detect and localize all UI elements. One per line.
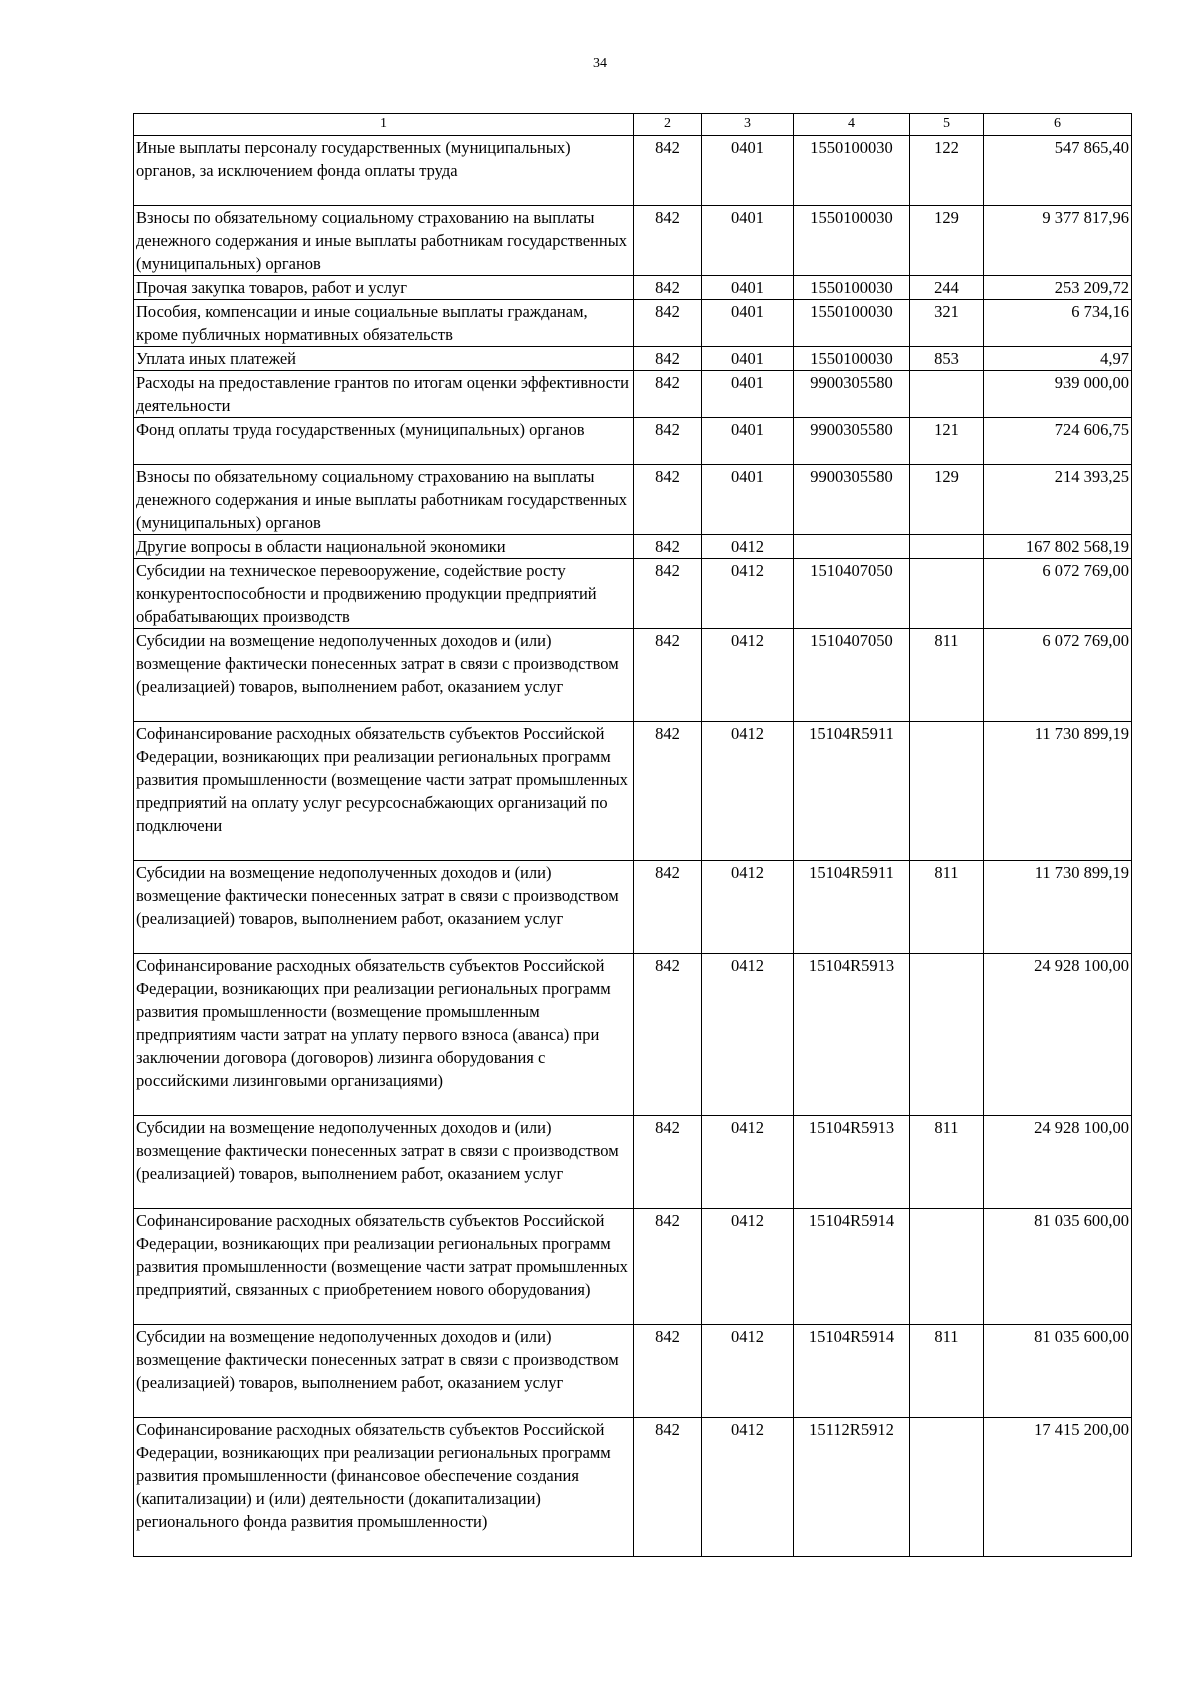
row-amount: 724 606,75: [984, 418, 1132, 465]
row-code-2: 842: [634, 629, 702, 722]
row-code-2: 842: [634, 371, 702, 418]
row-code-5: 244: [910, 276, 984, 300]
row-code-2: 842: [634, 559, 702, 629]
row-name: Расходы на предоставление грантов по итогам оценки эффективности деятельности: [134, 371, 634, 418]
row-code-5: [910, 954, 984, 1116]
row-code-5: 853: [910, 347, 984, 371]
header-row: [134, 114, 1132, 136]
row-code-5: 122: [910, 136, 984, 206]
row-amount: 81 035 600,00: [984, 1209, 1132, 1325]
row-code-2: 842: [634, 418, 702, 465]
row-code-2: 842: [634, 206, 702, 276]
row-code-4: 1550100030: [794, 347, 910, 371]
row-code-3: 0401: [702, 465, 794, 535]
row-code-5: [910, 535, 984, 559]
table-row: [134, 1418, 1132, 1557]
row-code-4: 1510407050: [794, 629, 910, 722]
row-code-5: [910, 1418, 984, 1557]
row-name: Софинансирование расходных обязательств субъектов Российской Федерации, возникающих при реализации региональных программ развития промышленности (возмещение промышленным предприятиям части затрат на уплату первого взноса (аванса) при заключении договора (договоров) лизинга оборудования с российскими лизинговыми организациями): [134, 954, 634, 1116]
table-row: [134, 300, 1132, 347]
row-code-3: 0412: [702, 1325, 794, 1418]
table-row: [134, 722, 1132, 861]
column-header: 2: [634, 114, 702, 136]
budget-table: [133, 113, 1132, 1557]
row-code-2: 842: [634, 276, 702, 300]
column-header: 3: [702, 114, 794, 136]
row-amount: 81 035 600,00: [984, 1325, 1132, 1418]
row-code-3: 0412: [702, 535, 794, 559]
row-code-4: 1550100030: [794, 206, 910, 276]
row-code-3: 0412: [702, 1116, 794, 1209]
row-code-3: 0412: [702, 861, 794, 954]
table-row: [134, 206, 1132, 276]
row-code-5: 811: [910, 629, 984, 722]
row-name: Субсидии на возмещение недополученных доходов и (или) возмещение фактически понесенных затрат в связи с производством (реализацией) товаров, выполнением работ, оказанием услуг: [134, 861, 634, 954]
row-amount: 939 000,00: [984, 371, 1132, 418]
row-name: Другие вопросы в области национальной экономики: [134, 535, 634, 559]
row-amount: 6 734,16: [984, 300, 1132, 347]
column-header: 4: [794, 114, 910, 136]
row-code-4: 1550100030: [794, 136, 910, 206]
table-row: [134, 954, 1132, 1116]
row-name: Софинансирование расходных обязательств субъектов Российской Федерации, возникающих при реализации региональных программ развития промышленности (возмещение части затрат промышленных предприятий, связанных с приобретением нового оборудования): [134, 1209, 634, 1325]
row-code-3: 0401: [702, 347, 794, 371]
row-name: Субсидии на возмещение недополученных доходов и (или) возмещение фактически понесенных затрат в связи с производством (реализацией) товаров, выполнением работ, оказанием услуг: [134, 629, 634, 722]
row-name: Софинансирование расходных обязательств субъектов Российской Федерации, возникающих при реализации региональных программ развития промышленности (возмещение части затрат промышленных предприятий на оплату услуг ресурсоснабжающих организаций по подключени: [134, 722, 634, 861]
row-code-5: 129: [910, 206, 984, 276]
row-code-5: 121: [910, 418, 984, 465]
row-code-4: 9900305580: [794, 418, 910, 465]
row-name: Уплата иных платежей: [134, 347, 634, 371]
row-code-3: 0412: [702, 559, 794, 629]
row-amount: 11 730 899,19: [984, 861, 1132, 954]
column-header: 6: [984, 114, 1132, 136]
table-row: [134, 1325, 1132, 1418]
table-row: [134, 1116, 1132, 1209]
row-name: Софинансирование расходных обязательств субъектов Российской Федерации, возникающих при реализации региональных программ развития промышленности (финансовое обеспечение создания (капитализации) и (или) деятельности (докапитализации) регионального фонда развития промышленности): [134, 1418, 634, 1557]
row-name: Субсидии на техническое перевооружение, содействие росту конкурентоспособности и продвижению продукции предприятий обрабатывающих производств: [134, 559, 634, 629]
row-amount: 17 415 200,00: [984, 1418, 1132, 1557]
row-name: Пособия, компенсации и иные социальные выплаты гражданам, кроме публичных нормативных обязательств: [134, 300, 634, 347]
row-code-3: 0401: [702, 276, 794, 300]
table-row: [134, 347, 1132, 371]
row-code-5: [910, 559, 984, 629]
row-code-2: 842: [634, 535, 702, 559]
row-amount: 6 072 769,00: [984, 559, 1132, 629]
row-code-2: 842: [634, 1116, 702, 1209]
table-row: [134, 465, 1132, 535]
table-row: [134, 629, 1132, 722]
row-code-2: 842: [634, 1325, 702, 1418]
row-amount: 11 730 899,19: [984, 722, 1132, 861]
row-code-3: 0401: [702, 418, 794, 465]
row-code-4: 15104R5911: [794, 861, 910, 954]
table-row: [134, 559, 1132, 629]
row-name: Фонд оплаты труда государственных (муниципальных) органов: [134, 418, 634, 465]
row-amount: 214 393,25: [984, 465, 1132, 535]
row-code-5: 811: [910, 1325, 984, 1418]
row-code-3: 0412: [702, 1418, 794, 1557]
row-code-3: 0412: [702, 954, 794, 1116]
row-code-4: 1510407050: [794, 559, 910, 629]
row-name: Иные выплаты персоналу государственных (муниципальных) органов, за исключением фонда оплаты труда: [134, 136, 634, 206]
row-code-3: 0412: [702, 1209, 794, 1325]
row-code-2: 842: [634, 136, 702, 206]
row-name: Взносы по обязательному социальному страхованию на выплаты денежного содержания и иные выплаты работникам государственных (муниципальных) органов: [134, 465, 634, 535]
row-code-2: 842: [634, 300, 702, 347]
row-code-4: [794, 535, 910, 559]
row-name: Взносы по обязательному социальному страхованию на выплаты денежного содержания и иные выплаты работникам государственных (муниципальных) органов: [134, 206, 634, 276]
row-code-4: 9900305580: [794, 465, 910, 535]
row-code-5: 129: [910, 465, 984, 535]
row-code-2: 842: [634, 465, 702, 535]
row-name: Субсидии на возмещение недополученных доходов и (или) возмещение фактически понесенных затрат в связи с производством (реализацией) товаров, выполнением работ, оказанием услуг: [134, 1116, 634, 1209]
row-code-4: 9900305580: [794, 371, 910, 418]
row-code-2: 842: [634, 347, 702, 371]
row-code-4: 1550100030: [794, 276, 910, 300]
row-code-5: [910, 722, 984, 861]
row-code-2: 842: [634, 954, 702, 1116]
row-amount: 24 928 100,00: [984, 954, 1132, 1116]
column-header: 1: [134, 114, 634, 136]
row-code-4: 1550100030: [794, 300, 910, 347]
row-code-3: 0401: [702, 206, 794, 276]
row-amount: 24 928 100,00: [984, 1116, 1132, 1209]
row-code-4: 15104R5913: [794, 954, 910, 1116]
row-code-2: 842: [634, 1418, 702, 1557]
row-code-2: 842: [634, 1209, 702, 1325]
table-row: [134, 276, 1132, 300]
table-row: [134, 535, 1132, 559]
row-code-2: 842: [634, 861, 702, 954]
row-code-3: 0401: [702, 300, 794, 347]
row-code-3: 0401: [702, 371, 794, 418]
row-code-2: 842: [634, 722, 702, 861]
row-code-4: 15104R5913: [794, 1116, 910, 1209]
row-code-5: 811: [910, 1116, 984, 1209]
row-code-5: 321: [910, 300, 984, 347]
row-amount: 6 072 769,00: [984, 629, 1132, 722]
row-name: Прочая закупка товаров, работ и услуг: [134, 276, 634, 300]
row-amount: 547 865,40: [984, 136, 1132, 206]
row-code-3: 0412: [702, 722, 794, 861]
column-header: 5: [910, 114, 984, 136]
row-amount: 253 209,72: [984, 276, 1132, 300]
row-name: Субсидии на возмещение недополученных доходов и (или) возмещение фактически понесенных затрат в связи с производством (реализацией) товаров, выполнением работ, оказанием услуг: [134, 1325, 634, 1418]
row-code-4: 15112R5912: [794, 1418, 910, 1557]
row-amount: 167 802 568,19: [984, 535, 1132, 559]
page-number: 34: [593, 56, 607, 71]
row-code-4: 15104R5914: [794, 1209, 910, 1325]
row-amount: 9 377 817,96: [984, 206, 1132, 276]
row-code-4: 15104R5914: [794, 1325, 910, 1418]
table-row: [134, 418, 1132, 465]
table-row: [134, 136, 1132, 206]
table-row: [134, 1209, 1132, 1325]
row-code-5: 811: [910, 861, 984, 954]
row-code-5: [910, 1209, 984, 1325]
table-row: [134, 861, 1132, 954]
row-code-3: 0401: [702, 136, 794, 206]
table-row: [134, 371, 1132, 418]
row-amount: 4,97: [984, 347, 1132, 371]
row-code-3: 0412: [702, 629, 794, 722]
row-code-5: [910, 371, 984, 418]
row-code-4: 15104R5911: [794, 722, 910, 861]
